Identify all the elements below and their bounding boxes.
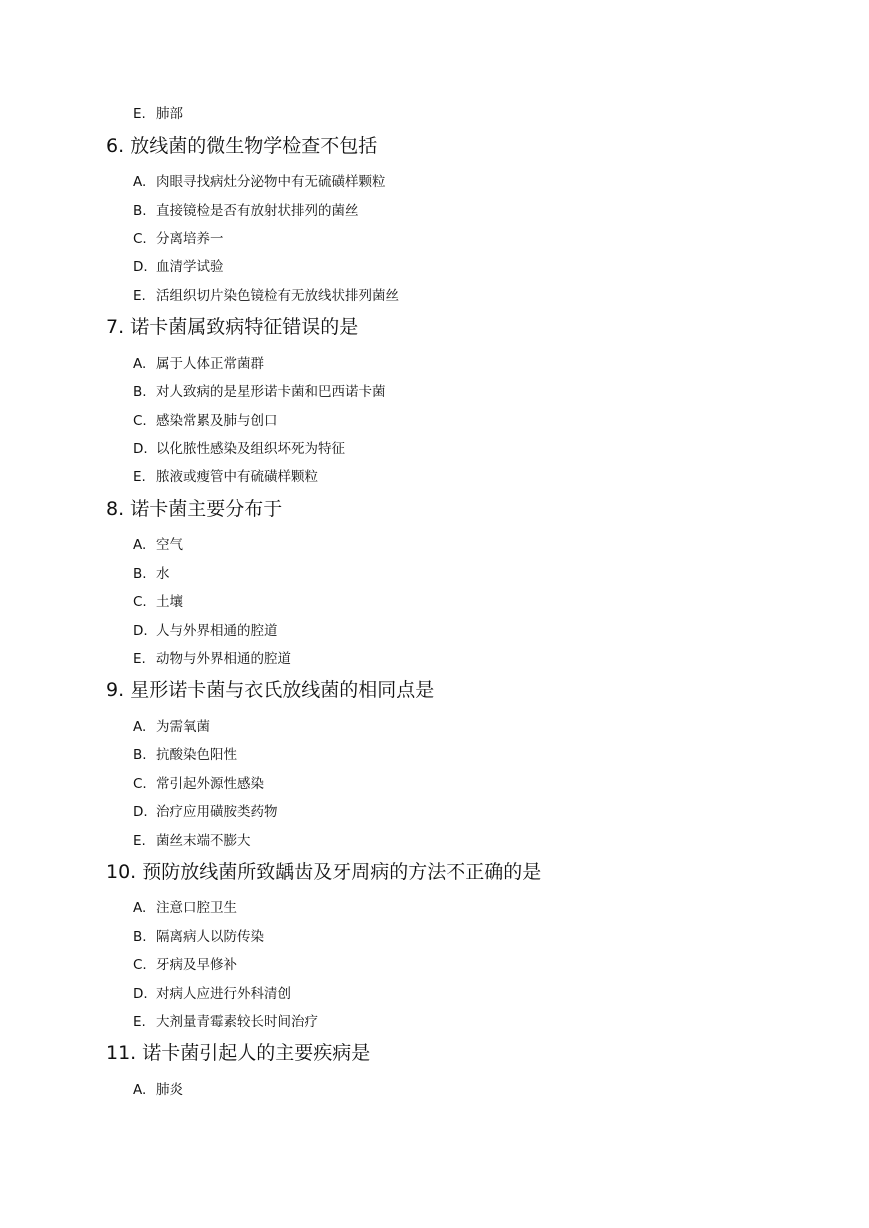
option-letter: C. — [133, 413, 147, 429]
option-9-c — [133, 775, 264, 793]
question-number: 7. — [106, 316, 125, 338]
option-6-e — [133, 287, 399, 305]
option-letter: E. — [133, 469, 146, 485]
option-text: 为需氧菌 — [156, 719, 210, 735]
option-8-e — [133, 650, 291, 668]
option-letter: A. — [133, 356, 147, 372]
option-text: 活组织切片染色镜检有无放线状排列菌丝 — [156, 288, 399, 304]
question-number: 6. — [106, 135, 125, 157]
option-10-d — [133, 985, 291, 1003]
question-text: 诺卡菌属致病特征错误的是 — [130, 316, 359, 338]
question-11-title — [106, 1041, 370, 1065]
option-letter: D. — [133, 259, 148, 275]
option-8-d — [133, 622, 278, 640]
option-7-d — [133, 440, 345, 458]
option-letter: C. — [133, 231, 147, 247]
option-letter: D. — [133, 441, 148, 457]
option-letter: A. — [133, 719, 147, 735]
option-letter: B. — [133, 747, 147, 763]
option-letter: C. — [133, 776, 147, 792]
option-text: 肺炎 — [156, 1082, 183, 1098]
option-letter: C. — [133, 957, 147, 973]
question-10-title — [106, 860, 541, 884]
option-text: 对病人应进行外科清创 — [156, 986, 291, 1002]
option-letter: E. — [133, 106, 146, 122]
option-letter: E. — [133, 833, 146, 849]
question-text: 预防放线菌所致龋齿及牙周病的方法不正确的是 — [142, 861, 542, 883]
option-10-b — [133, 928, 264, 946]
option-6-a — [133, 173, 386, 191]
question-text: 诺卡菌主要分布于 — [130, 498, 283, 520]
option-letter: A. — [133, 537, 147, 553]
option-text: 属于人体正常菌群 — [156, 356, 264, 372]
option-text: 血清学试验 — [156, 259, 224, 275]
option-9-e — [133, 832, 251, 850]
question-number: 8. — [106, 498, 125, 520]
option-11-a — [133, 1081, 183, 1099]
option-text: 注意口腔卫生 — [156, 900, 237, 916]
option-letter: D. — [133, 623, 148, 639]
option-10-a — [133, 899, 237, 917]
option-8-a — [133, 536, 183, 554]
option-text: 土壤 — [156, 594, 183, 610]
option-7-c — [133, 412, 278, 430]
option-8-c — [133, 593, 183, 611]
option-text: 牙病及早修补 — [156, 957, 237, 973]
option-text: 动物与外界相通的腔道 — [156, 651, 291, 667]
option-letter: D. — [133, 986, 148, 1002]
question-text: 诺卡菌引起人的主要疾病是 — [142, 1042, 371, 1064]
option-letter: E. — [133, 1014, 146, 1030]
option-letter: A. — [133, 174, 147, 190]
option-5-e — [133, 105, 183, 123]
option-text: 肉眼寻找病灶分泌物中有无硫磺样颗粒 — [156, 174, 386, 190]
option-text: 菌丝末端不膨大 — [156, 833, 251, 849]
option-text: 空气 — [156, 537, 183, 553]
option-10-e — [133, 1013, 318, 1031]
option-letter: B. — [133, 566, 147, 582]
option-10-c — [133, 956, 237, 974]
option-letter: B. — [133, 203, 147, 219]
option-6-b — [133, 202, 359, 220]
option-text: 人与外界相通的腔道 — [156, 623, 278, 639]
option-letter: E. — [133, 288, 146, 304]
option-text: 感染常累及肺与创口 — [156, 413, 278, 429]
option-text: 隔离病人以防传染 — [156, 929, 264, 945]
question-9-title — [106, 678, 434, 702]
option-7-a — [133, 355, 264, 373]
option-text: 大剂量青霉素较长时间治疗 — [156, 1014, 318, 1030]
option-9-b — [133, 746, 237, 764]
option-7-b — [133, 383, 386, 401]
option-letter: A. — [133, 900, 147, 916]
option-text: 抗酸染色阳性 — [156, 747, 237, 763]
option-letter: C. — [133, 594, 147, 610]
option-9-a — [133, 718, 210, 736]
question-7-title — [106, 315, 358, 339]
option-text: 以化脓性感染及组织坏死为特征 — [156, 441, 345, 457]
option-6-d — [133, 258, 224, 276]
option-text: 对人致病的是星形诺卡菌和巴西诺卡菌 — [156, 384, 386, 400]
option-text: 直接镜检是否有放射状排列的菌丝 — [156, 203, 359, 219]
option-text: 治疗应用磺胺类药物 — [156, 804, 278, 820]
option-6-c — [133, 230, 224, 248]
option-text: 脓液或瘦管中有硫磺样颗粒 — [156, 469, 318, 485]
question-number: 11. — [106, 1042, 137, 1064]
question-number: 10. — [106, 861, 137, 883]
option-8-b — [133, 565, 170, 583]
question-6-title — [106, 134, 377, 158]
option-text: 肺部 — [156, 106, 183, 122]
option-text: 水 — [156, 566, 170, 582]
question-number: 9. — [106, 679, 125, 701]
question-text: 星形诺卡菌与衣氏放线菌的相同点是 — [130, 679, 435, 701]
option-text: 常引起外源性感染 — [156, 776, 264, 792]
option-7-e — [133, 468, 318, 486]
option-letter: A. — [133, 1082, 147, 1098]
question-8-title — [106, 497, 282, 521]
option-letter: E. — [133, 651, 146, 667]
option-text: 分离培养一 — [156, 231, 224, 247]
option-letter: D. — [133, 804, 148, 820]
option-letter: B. — [133, 384, 147, 400]
option-letter: B. — [133, 929, 147, 945]
option-9-d — [133, 803, 278, 821]
question-text: 放线菌的微生物学检查不包括 — [130, 135, 378, 157]
